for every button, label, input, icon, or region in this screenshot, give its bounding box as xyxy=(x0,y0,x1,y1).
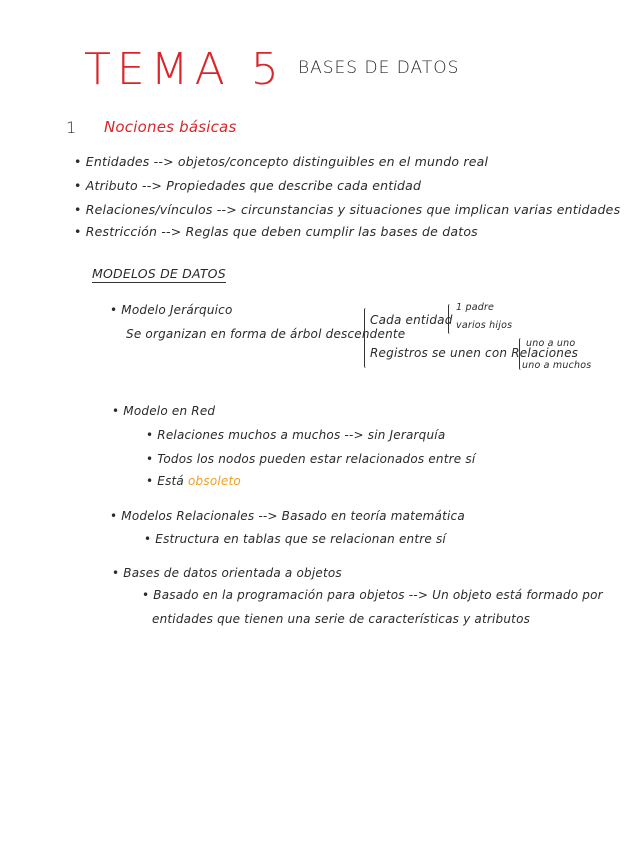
red-item-3-prefix: • Está xyxy=(146,474,184,488)
red-item-1: • Relaciones muchos a muchos --> sin Jerarquía xyxy=(146,428,446,442)
modelo-jerarquico-desc: Se organizan en forma de árbol descendente xyxy=(126,327,406,341)
page-title: TEMA 5 xyxy=(84,44,285,95)
models-heading: MODELOS DE DATOS xyxy=(92,266,226,281)
objetos-line-1: • Basado en la programación para objetos --> Un objeto está formado por xyxy=(142,588,603,602)
uno-a-muchos-text: uno a muchos xyxy=(522,360,592,371)
un-padre-text: 1 padre xyxy=(456,302,495,313)
section-title: Nociones básicas xyxy=(104,118,237,136)
modelo-jerarquico-label: • Modelo Jerárquico xyxy=(110,303,233,317)
obsoleto-highlight: obsoleto xyxy=(188,474,241,488)
cada-entidad-text: Cada entidad xyxy=(370,313,453,327)
modelo-red-label: • Modelo en Red xyxy=(112,404,216,418)
bullet-restriccion: • Restricción --> Reglas que deben cumplir las bases de datos xyxy=(74,224,478,239)
brace-jerarquico xyxy=(364,308,368,368)
bullet-atributo: • Atributo --> Propiedades que describe cada entidad xyxy=(74,178,422,193)
varios-hijos-text: varios hijos xyxy=(456,320,513,331)
registros-text: Registros se unen con Relaciones xyxy=(370,346,579,360)
objetos-line-2: entidades que tienen una serie de características y atributos xyxy=(152,612,531,626)
relacional-item: • Estructura en tablas que se relacionan entre sí xyxy=(144,532,446,546)
brace-padre-hijos xyxy=(448,304,452,334)
uno-a-uno-text: uno a uno xyxy=(526,338,576,349)
bullet-relaciones: • Relaciones/vínculos --> circunstancias y situaciones que implican varias entidades xyxy=(74,202,621,217)
modelo-relacional-label: • Modelos Relacionales --> Basado en teoría matemática xyxy=(110,509,465,523)
page-subtitle: BASES DE DATOS xyxy=(298,58,460,78)
bullet-entidades: • Entidades --> objetos/concepto distinguibles en el mundo real xyxy=(74,154,489,169)
modelo-objetos-label: • Bases de datos orientada a objetos xyxy=(112,566,342,580)
red-item-3 xyxy=(146,474,241,488)
section-number: 1 xyxy=(66,118,77,137)
red-item-2: • Todos los nodos pueden estar relacionados entre sí xyxy=(146,452,476,466)
